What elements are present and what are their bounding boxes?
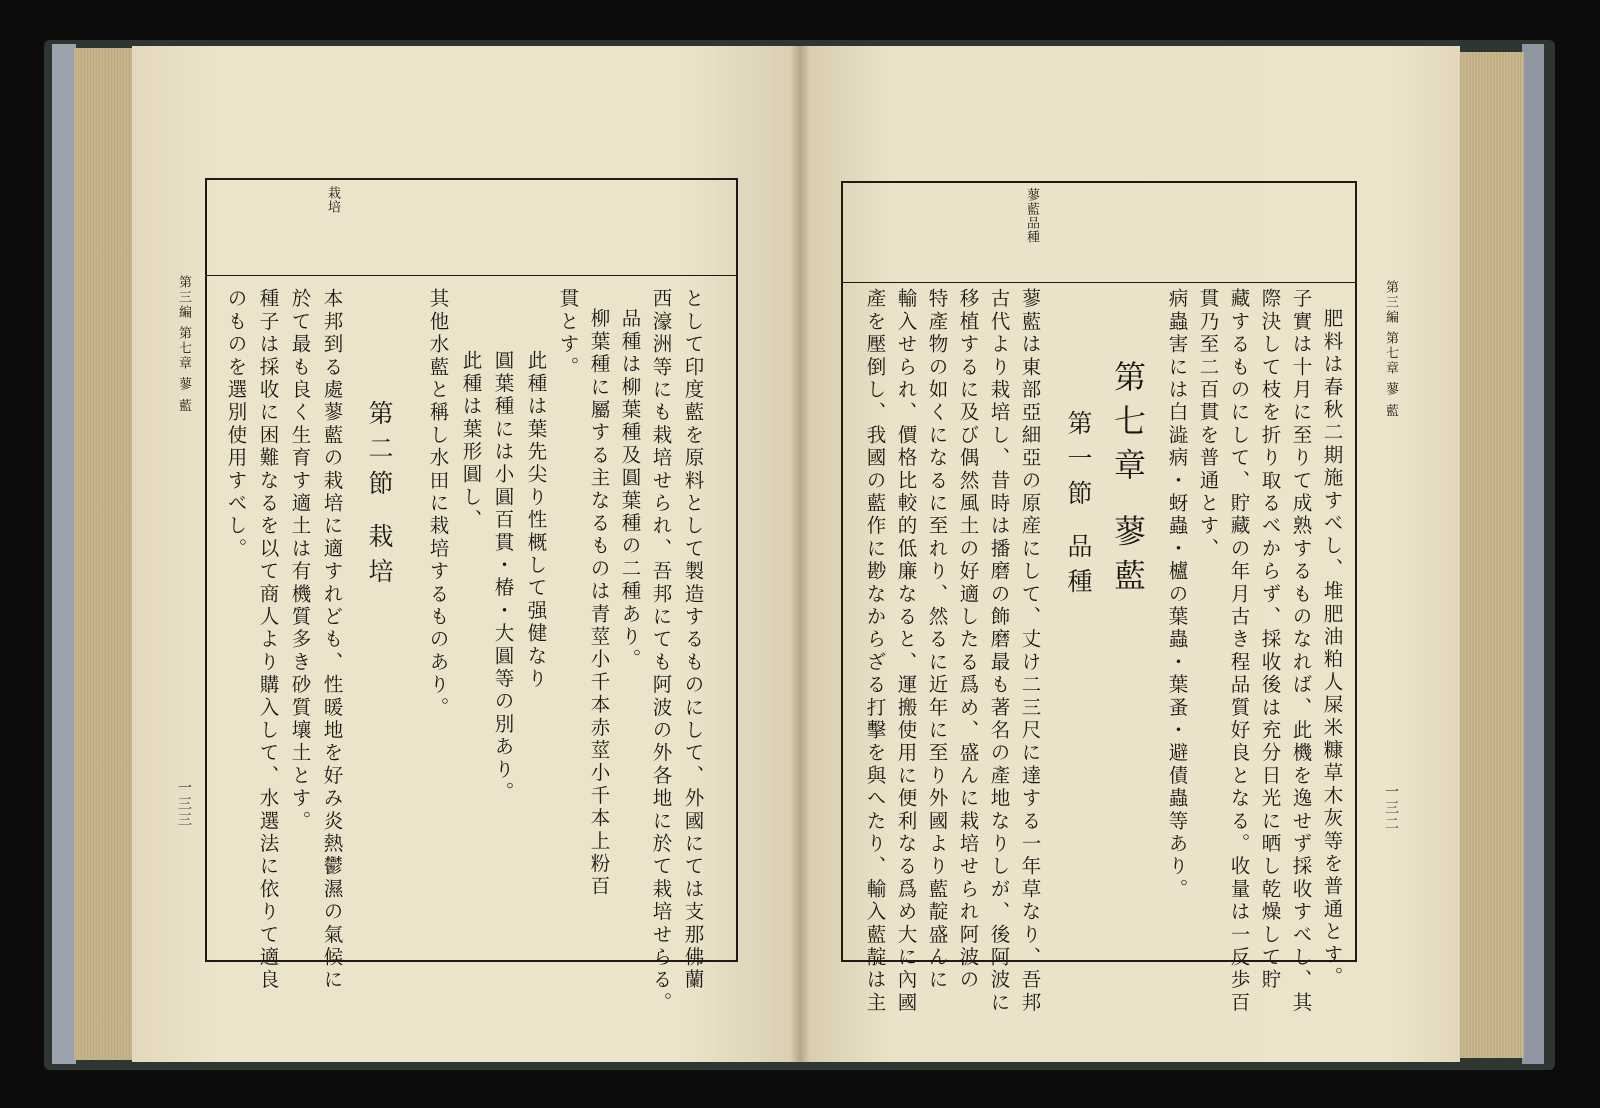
right-col-6: 病蟲害には白澁病・蚜蟲・櫨の葉蟲・葉蚤・避債蟲等あり。 (1165, 288, 1189, 901)
left-col-8: 此種は葉形圓し、 (459, 350, 483, 532)
right-headnote: 蓼藍品種 (1024, 188, 1039, 244)
cover-cloth-left (52, 44, 76, 1064)
left-col-3: 品種は柳葉種及圓葉種の二種あり。 (618, 308, 642, 672)
right-col-3: 際決して枝を折り取るべからず、採收後は充分日光に晒し乾燥して貯 (1258, 288, 1282, 992)
left-running-header: 第三編 第七章 蓼 藍 (176, 275, 191, 414)
right-col-4: 藏するものにして、貯藏の年月古き程品質好良となる。收量は一反歩百 (1227, 288, 1251, 1015)
right-col-5: 貫乃至二百貫を普通とす、 (1196, 288, 1220, 561)
right-col-10: 古代より栽培し、昔時は播磨の飾磨最も著名の產地なりしが、後阿波に (987, 288, 1011, 1015)
left-headnote-rule (207, 275, 736, 276)
left-section-heading: 第二節 栽培 (365, 400, 394, 593)
left-col-6: 此種は葉先尖り性概して强健なり (524, 350, 548, 691)
left-col-7: 圓葉種には小圓百貫・椿・大圓等の別あり。 (491, 350, 515, 804)
left-page-number: 一三三 (176, 780, 192, 828)
right-col-9: 蓼藍は東部亞細亞の原産にして、丈け二三尺に達する一年草なり、吾邦 (1018, 288, 1042, 1015)
left-col-4: 柳葉種に屬する主なるものは青莖小千本赤莖小千本上粉百 (587, 308, 611, 899)
cover-cloth-right (1522, 44, 1544, 1064)
right-headnote-rule (843, 282, 1355, 283)
page-edges-right (1456, 52, 1524, 1058)
right-page-number: 一三二 (1383, 784, 1399, 832)
left-col-13: 種子は採收に困難なるを以て商人より購入して、水選法に依りて適良 (256, 288, 280, 992)
right-col-12: 特產物の如くになるに至れり、然るに近年に至り外國より藍靛盛んに (925, 288, 949, 992)
right-col-13: 輸入せられ、價格比較的低廉なると、運搬使用に便利なる爲め大に內國 (894, 288, 918, 1015)
left-col-5: 貫とす。 (556, 288, 580, 379)
right-col-2: 子實は十月に至りて成熟するものなれば、此機を逸せず採收すべし、其 (1289, 288, 1313, 1015)
book-gutter (790, 46, 810, 1062)
left-col-14: のものを選別使用すべし。 (224, 288, 248, 561)
left-col-12: 於て最も良く生育す適土は有機質多き砂質壤土とす。 (288, 288, 312, 833)
right-section-heading: 第一節 品種 (1064, 410, 1093, 603)
right-col-14: 產を壓倒し、我國の藍作に尠なからざる打擊を與へたり、輸入藍靛は主 (863, 288, 887, 1015)
page-edges-left (74, 48, 136, 1060)
left-col-2: 西濠洲等にも栽培せられ、吾邦にても阿波の外各地に於て栽培せらる。 (649, 288, 673, 1015)
chapter-heading: 第七章 蓼藍 (1109, 360, 1147, 603)
right-col-1: 肥料は春秋二期施すべし、堆肥油粕人屎米糠草木灰等を普通とす。 (1320, 308, 1344, 989)
right-running-header: 第三編 第七章 蓼 藍 (1383, 280, 1398, 419)
left-col-1: として印度藍を原料として製造するものにして、外國にては支那佛蘭 (681, 288, 705, 992)
left-col-9: 其他水藍と稱し水田に栽培するものあり。 (426, 288, 450, 720)
right-col-11: 移植するに及び偶然風土の好適したる爲め、盛んに栽培せられ阿波の (956, 288, 980, 992)
left-col-11: 本邦到る處蓼藍の栽培に適すれども、性暖地を好み炎熱鬱濕の氣候に (320, 288, 344, 992)
left-headnote: 栽培 (325, 186, 340, 214)
